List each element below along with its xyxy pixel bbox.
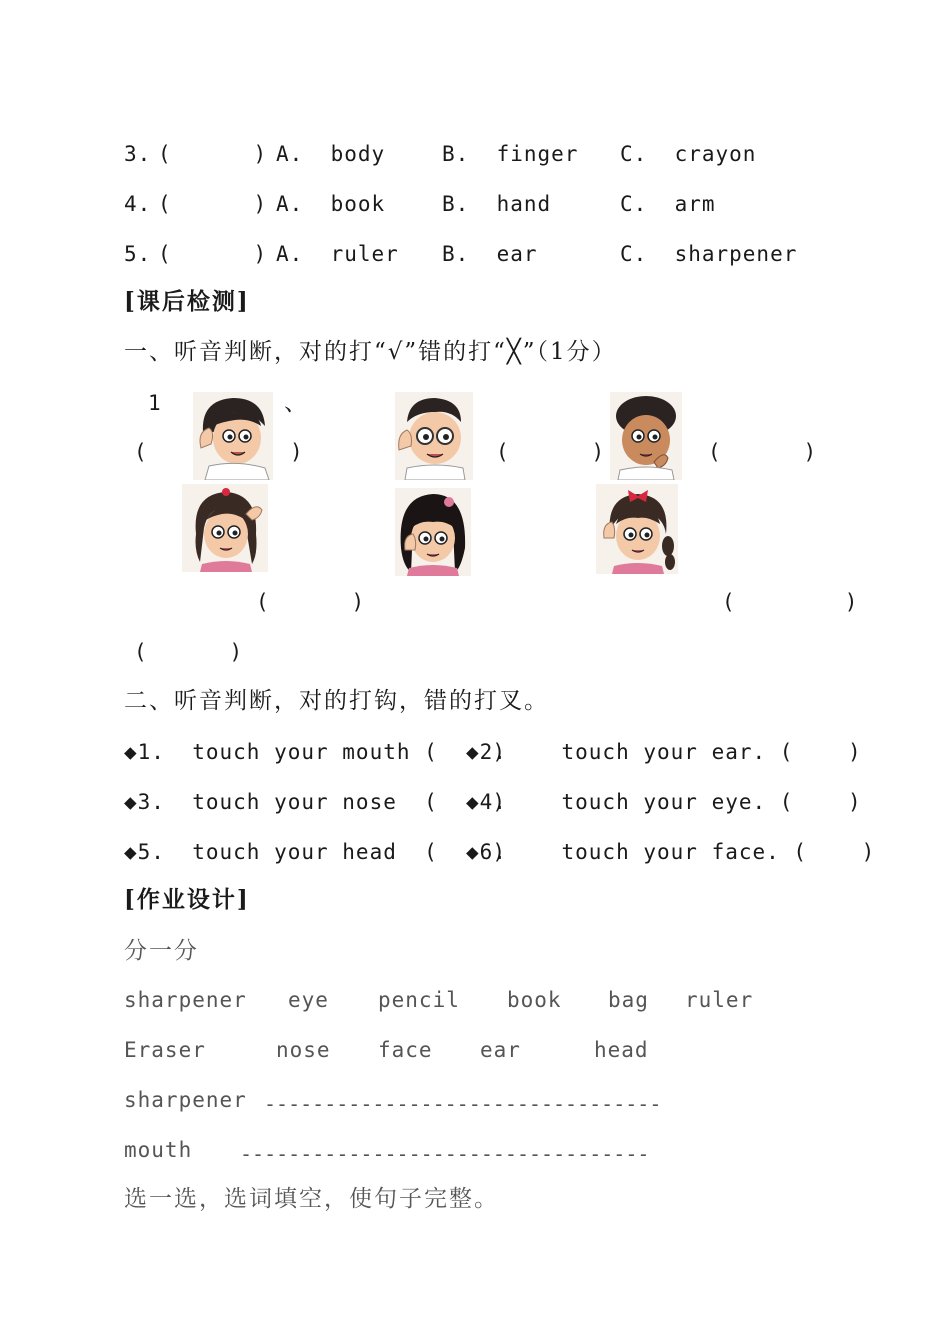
answer-blank-open[interactable]: (	[134, 440, 148, 464]
part1-title: 一、听音判断，对的打“√”错的打“╳”（1分）	[124, 339, 617, 365]
part1-number: 1	[148, 391, 162, 415]
curly-hair-boy-picture	[610, 392, 682, 480]
option-c: C. sharpener	[620, 242, 798, 266]
sort-task-title: 分一分	[124, 938, 199, 964]
girl-with-braids-picture	[596, 484, 678, 574]
option-a: A. book	[276, 192, 386, 216]
answer-blank[interactable]: ( )	[158, 142, 268, 166]
answer-blank[interactable]: ( )	[158, 192, 268, 216]
answer-blank[interactable]: ( )	[158, 242, 268, 266]
answer-blank-close[interactable]: )	[290, 440, 304, 464]
touch-item-2: ◆2. touch your ear. ( )	[466, 740, 862, 764]
boy-with-glasses-picture	[395, 392, 473, 480]
option-b: B. finger	[442, 142, 579, 166]
word-item: ruler	[685, 988, 754, 1012]
word-item: face	[378, 1038, 433, 1062]
question-number: 4.	[124, 192, 152, 216]
word-item: head	[594, 1038, 649, 1062]
word-item: ear	[480, 1038, 521, 1062]
girl-touching-hair-picture	[182, 484, 268, 572]
answer-blank[interactable]: ( )	[722, 590, 859, 614]
boy-touching-ear-picture	[193, 392, 273, 480]
answer-blank[interactable]: ( )	[134, 640, 244, 664]
word-item: bag	[608, 988, 649, 1012]
answer-blank[interactable]: ( )	[496, 440, 606, 464]
word-item: sharpener	[124, 988, 247, 1012]
question-number: 5.	[124, 242, 152, 266]
question-number: 3.	[124, 142, 152, 166]
word-item: eye	[288, 988, 329, 1012]
option-a: A. ruler	[276, 242, 399, 266]
word-item: pencil	[378, 988, 460, 1012]
answer-line[interactable]: ---------------------------------	[264, 1092, 662, 1116]
section-heading-homework: [作业设计]	[124, 886, 250, 913]
word-item: nose	[276, 1038, 331, 1062]
touch-item-4: ◆4. touch your eye. ( )	[466, 790, 862, 814]
touch-item-1: ◆1. touch your mouth ( )	[124, 740, 507, 764]
word-item: Eraser	[124, 1038, 206, 1062]
section-heading-after-class: [课后检测]	[124, 288, 250, 315]
girl-with-bangs-picture	[395, 488, 471, 576]
category-label-mouth: mouth	[124, 1138, 193, 1162]
touch-item-3: ◆3. touch your nose ( )	[124, 790, 507, 814]
option-c: C. arm	[620, 192, 716, 216]
option-c: C. crayon	[620, 142, 757, 166]
answer-blank[interactable]: ( )	[256, 590, 366, 614]
word-item: book	[507, 988, 562, 1012]
part1-comma: 、	[284, 390, 309, 416]
category-label-sharpener: sharpener	[124, 1088, 247, 1112]
answer-line[interactable]: ----------------------------------	[240, 1142, 650, 1166]
option-b: B. hand	[442, 192, 552, 216]
touch-item-6: ◆6. touch your face. ( )	[466, 840, 876, 864]
option-b: B. ear	[442, 242, 538, 266]
option-a: A. body	[276, 142, 386, 166]
fill-task-title: 选一选，选词填空，使句子完整。	[124, 1186, 499, 1212]
answer-blank[interactable]: ( )	[708, 440, 818, 464]
part2-title: 二、听音判断，对的打钩，错的打叉。	[124, 688, 549, 714]
touch-item-5: ◆5. touch your head ( )	[124, 840, 507, 864]
